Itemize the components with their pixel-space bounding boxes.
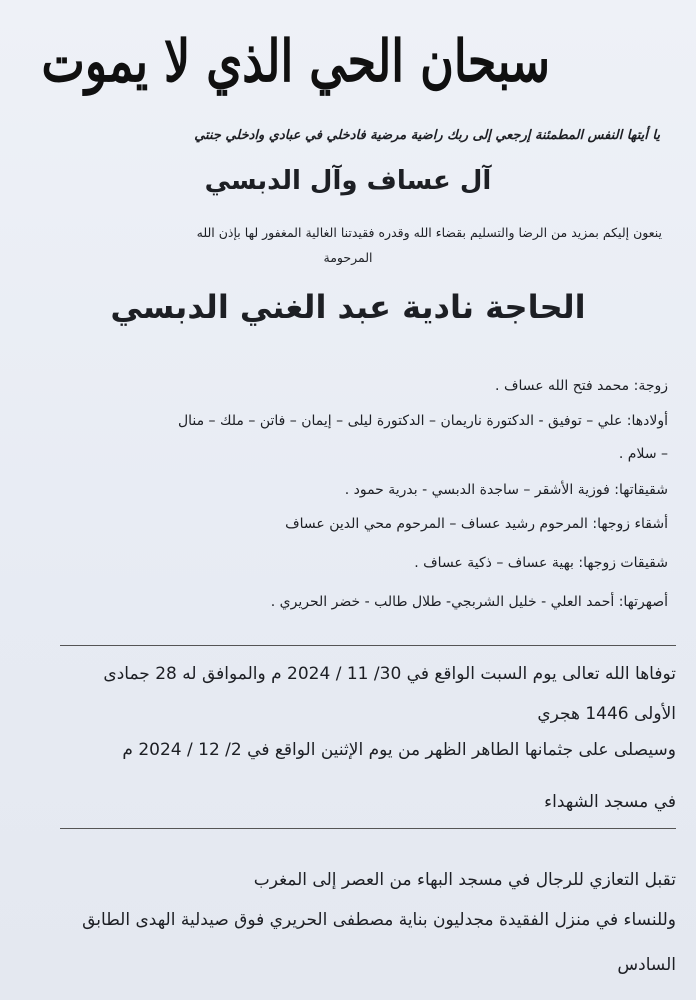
husband-line: زوجة: محمد فتح الله عساف . bbox=[495, 378, 668, 394]
deceased-name: الحاجة نادية عبد الغني الدبسي bbox=[110, 288, 586, 326]
condolences-line-2: وللنساء في منزل الفقيدة مجدليون بناية مصطفى الحريري فوق صيدلية الهدى الطابق bbox=[82, 910, 676, 930]
children-line-1: أولادها: علي – توفيق - الدكتورة ناريمان – الدكتورة ليلى – إيمان – فاتن – ملك – منال bbox=[177, 413, 668, 429]
family-title: آل عساف وآل الدبسي bbox=[204, 166, 492, 196]
condolences-line-3: السادس bbox=[617, 955, 676, 975]
husband-brothers-line: أشقاء زوجها: المرحوم رشيد عساف – المرحوم محي الدين عساف bbox=[285, 516, 668, 532]
death-info-line-2: الأولى 1446 هجري bbox=[537, 704, 676, 724]
calligraphy-text: سبحان الحي الذي لا يموت bbox=[41, 27, 550, 95]
children-line-2: – سلام . bbox=[618, 446, 668, 462]
in-laws-line: أصهرتها: أحمد العلي - خليل الشربجي- طلال طالب - خضر الحريري . bbox=[270, 594, 668, 610]
divider-bottom bbox=[60, 828, 676, 829]
sisters-line: شقيقاتها: فوزية الأشقر – ساجدة الدبسي - بدرية حمود . bbox=[344, 482, 668, 498]
death-info-line-4: في مسجد الشهداء bbox=[544, 792, 676, 812]
announcement-line-2: المرحومة bbox=[323, 250, 373, 265]
announcement-line-1: ينعون إليكم بمزيد من الرضا والتسليم بقضاء الله وقدره فقيدتنا الغالية المغفور لها بإذن الله bbox=[196, 225, 662, 240]
condolences-line-1: تقبل التعازي للرجال في مسجد البهاء من العصر إلى المغرب bbox=[253, 870, 676, 890]
husband-sisters-line: شقيقات زوجها: بهية عساف – ذكية عساف . bbox=[414, 555, 668, 571]
death-info-line-1: توفاها الله تعالى يوم السبت الواقع في 30/ 11 / 2024 م والموافق له 28 جمادى bbox=[103, 664, 676, 684]
quran-verse: يا أيتها النفس المطمئنة إرجعي إلى ربك راضية مرضية فادخلي في عبادي وادخلي جنتي bbox=[194, 128, 660, 143]
calligraphy-header bbox=[41, 10, 550, 110]
divider-top bbox=[60, 645, 676, 646]
death-info-line-3: وسيصلى على جثمانها الطاهر الظهر من يوم الإثنين الواقع في 2/ 12 / 2024 م bbox=[122, 740, 676, 760]
